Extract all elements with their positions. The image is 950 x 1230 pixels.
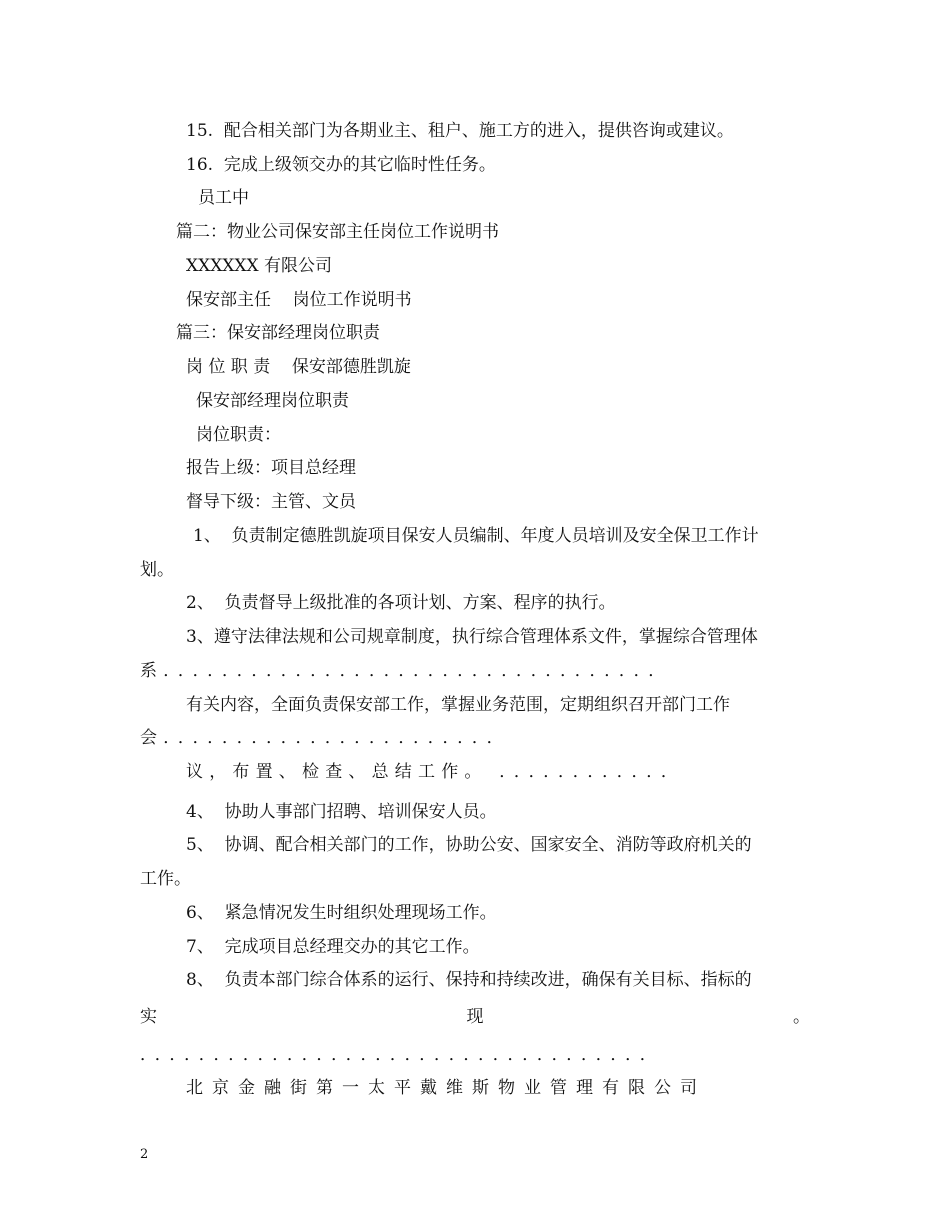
text-line: 员工中 [198,188,249,208]
section-heading-part2: 篇二：物业公司保安部主任岗位工作说明书 [176,222,499,242]
duty-item-2: 2、 负责督导上级批准的各项计划、方案、程序的执行。 [186,593,616,613]
paragraph-item-15: 15. 配合相关部门为各期业主、租户、施工方的进入，提供咨询或建议。 [186,121,734,141]
company-footer-line: 北京金融街第一太平戴维斯物业管理有限公司 [186,1078,706,1098]
dotted-text-line: ．．．．．．．．．．．．．．．．．．．．．．．．．．．．．．．．．．． [140,1045,663,1065]
justified-text-line [140,1005,810,1029]
text-fragment: 现 [466,1007,484,1027]
duty-item-4: 4、 协助人事部门招聘、培训保安人员。 [186,802,497,822]
duty-item-8: 8、 负责本部门综合体系的运行、保持和持续改进，确保有关目标、指标的 [186,970,752,990]
text-fragment: 实 [140,1007,157,1027]
text-line: 划。 [140,560,174,580]
text-line: 保安部经理岗位职责 [196,391,349,411]
reports-to-line: 报告上级：项目总经理 [186,458,356,478]
section-heading-part3: 篇三：保安部经理岗位职责 [176,323,380,343]
text-line: 岗 位 职 责 保安部德胜凯旋 [186,357,411,377]
dotted-text-line: 会．．．．．．．．．．．．．．．．．．．．．．． [140,728,510,748]
document-subtitle: 保安部主任 岗位工作说明书 [186,290,412,310]
duty-item-6: 6、 紧急情况发生时组织处理现场工作。 [186,903,497,923]
text-line: 岗位职责： [196,425,281,445]
company-name: XXXXXX 有限公司 [186,256,333,276]
paragraph-item-16: 16. 完成上级领交办的其它临时性任务。 [186,155,496,175]
dotted-text-line: 议，布置、检查、总结工作。 ．．．．．．．．．．．． [186,762,685,782]
duty-item-1: 1、 负责制定德胜凯旋项目保安人员编制、年度人员培训及安全保卫工作计 [193,526,759,546]
duty-item-5: 5、 协调、配合相关部门的工作，协助公安、国家安全、消防等政府机关的 [186,835,752,855]
text-fragment: 。 [793,1007,810,1027]
text-line: 工作。 [140,869,191,889]
duty-item-3: 3、遵守法律法规和公司规章制度，执行综合管理体系文件，掌握综合管理体 [186,627,758,647]
dotted-text-line: 系．．．．．．．．．．．．．．．．．．．．．．．．．．．．．．．．．． [140,661,672,681]
supervises-line: 督导下级：主管、文员 [186,492,356,512]
page-number: 2 [140,1147,149,1162]
duty-item-7: 7、 完成项目总经理交办的其它工作。 [186,937,480,957]
text-line: 有关内容，全面负责保安部工作，掌握业务范围，定期组织召开部门工作 [186,695,730,715]
